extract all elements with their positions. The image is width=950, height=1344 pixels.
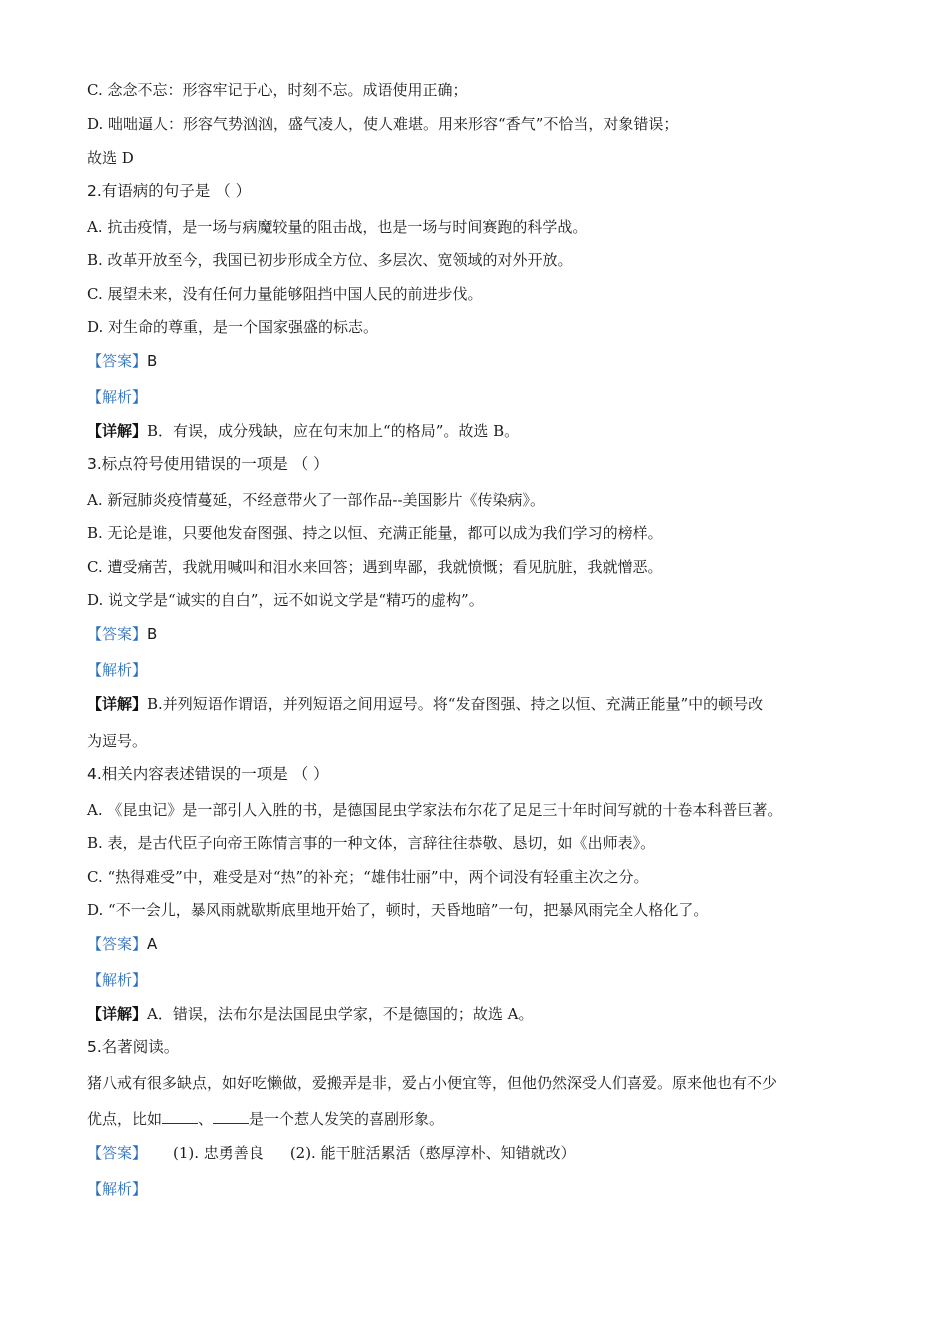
q2-option-d: D. 对生命的尊重，是一个国家强盛的标志。 xyxy=(87,318,379,336)
q2-option-b: B. 改革开放至今，我国已初步形成全方位、多层次、宽领域的对外开放。 xyxy=(87,251,573,269)
q4-option-b: B. 表，是古代臣子向帝王陈情言事的一种文体，言辞往往恭敬、恳切，如《出师表》。 xyxy=(87,834,656,852)
q2-detail xyxy=(87,421,519,441)
fill-blank-1 xyxy=(162,1109,198,1124)
q3-title: 3.标点符号使用错误的一项是 （ ） xyxy=(87,455,329,473)
q4-option-c: C. “热得难受”中，难受是对“热”的补充；“雄伟壮丽”中，两个词没有轻重主次之分。 xyxy=(87,868,649,886)
detail-label: 【详解】 xyxy=(87,1005,148,1023)
q5-text-line1: 猪八戒有很多缺点，如好吃懒做，爱搬弄是非，爱占小便宜等，但他仍然深受人们喜爱。原来他也有不少 xyxy=(87,1074,778,1092)
q4-option-d: D. “不一会儿，暴风雨就歇斯底里地开始了，顿时，天昏地暗”一句，把暴风雨完全人格化了。 xyxy=(87,901,709,919)
q3-detail-cont: 为逗号。 xyxy=(87,732,148,750)
detail-label: 【详解】 xyxy=(87,422,148,440)
q5-text-end: 是一个惹人发笑的喜剧形象。 xyxy=(249,1110,445,1128)
q2-option-a: A. 抗击疫情，是一场与病魔较量的阻击战，也是一场与时间赛跑的科学战。 xyxy=(87,218,588,236)
q4-answer xyxy=(87,934,157,954)
q3-option-b: B. 无论是谁，只要他发奋图强、持之以恒、充满正能量，都可以成为我们学习的榜样。 xyxy=(87,524,663,542)
answer-value: B xyxy=(147,625,158,643)
q2-analysis xyxy=(87,387,147,407)
analysis-label: 【解析】 xyxy=(87,388,148,406)
q5-text-line2 xyxy=(87,1109,444,1129)
q2-title: 2.有语病的句子是 （ ） xyxy=(87,182,252,200)
analysis-label: 【解析】 xyxy=(87,1180,148,1198)
answer-value: A xyxy=(147,935,158,953)
analysis-label: 【解析】 xyxy=(87,661,148,679)
q5-text-start: 优点，比如 xyxy=(87,1110,163,1128)
detail-text: B．有误，成分残缺，应在句末加上“的格局”。故选 B。 xyxy=(147,422,520,440)
q3-option-d: D. 说文学是“诚实的自白”，远不如说文学是“精巧的虚构”。 xyxy=(87,591,484,609)
fill-blank-2 xyxy=(213,1109,249,1124)
q2-answer xyxy=(87,351,157,371)
prev-option-d: D. 咄咄逼人：形容气势汹汹，盛气凌人，使人难堪。用来形容“香气”不恰当，对象错误； xyxy=(87,115,679,133)
answer-value: B xyxy=(147,352,158,370)
detail-text: B.并列短语作谓语，并列短语之间用逗号。将“发奋图强、持之以恒、充满正能量”中的顿号改 xyxy=(147,695,764,713)
q5-analysis xyxy=(87,1179,147,1199)
prev-conclusion: 故选 D xyxy=(87,149,134,167)
q4-analysis xyxy=(87,970,147,990)
detail-label: 【详解】 xyxy=(87,695,148,713)
prev-option-c: C. 念念不忘：形容牢记于心，时刻不忘。成语使用正确； xyxy=(87,81,468,99)
answer-value-2: (2). 能干脏活累活（憨厚淳朴、知错就改） xyxy=(289,1144,576,1162)
detail-text: A．错误，法布尔是法国昆虫学家，不是德国的；故选 A。 xyxy=(147,1005,534,1023)
q3-analysis xyxy=(87,660,147,680)
q2-option-c: C. 展望未来，没有任何力量能够阻挡中国人民的前进步伐。 xyxy=(87,285,483,303)
answer-label: 【答案】 xyxy=(87,352,148,370)
answer-label: 【答案】 xyxy=(87,1144,148,1162)
q5-answer xyxy=(87,1143,576,1163)
q3-detail xyxy=(87,694,763,714)
answer-label: 【答案】 xyxy=(87,935,148,953)
q3-option-a: A. 新冠肺炎疫情蔓延，不经意带火了一部作品--美国影片《传染病》。 xyxy=(87,491,546,509)
q3-answer xyxy=(87,624,157,644)
q5-title: 5.名著阅读。 xyxy=(87,1038,180,1056)
analysis-label: 【解析】 xyxy=(87,971,148,989)
q4-option-a: A. 《昆虫记》是一部引人入胜的书，是德国昆虫学家法布尔花了足足三十年时间写就的十卷本科普巨著。 xyxy=(87,801,783,819)
q3-option-c: C. 遭受痛苦，我就用喊叫和泪水来回答；遇到卑鄙，我就愤慨；看见肮脏，我就憎恶。 xyxy=(87,558,663,576)
answer-label: 【答案】 xyxy=(87,625,148,643)
answer-value-1: (1). 忠勇善良 xyxy=(173,1144,264,1162)
q4-title: 4.相关内容表述错误的一项是 （ ） xyxy=(87,765,329,783)
q4-detail xyxy=(87,1004,533,1024)
q5-text-sep: 、 xyxy=(198,1110,214,1128)
